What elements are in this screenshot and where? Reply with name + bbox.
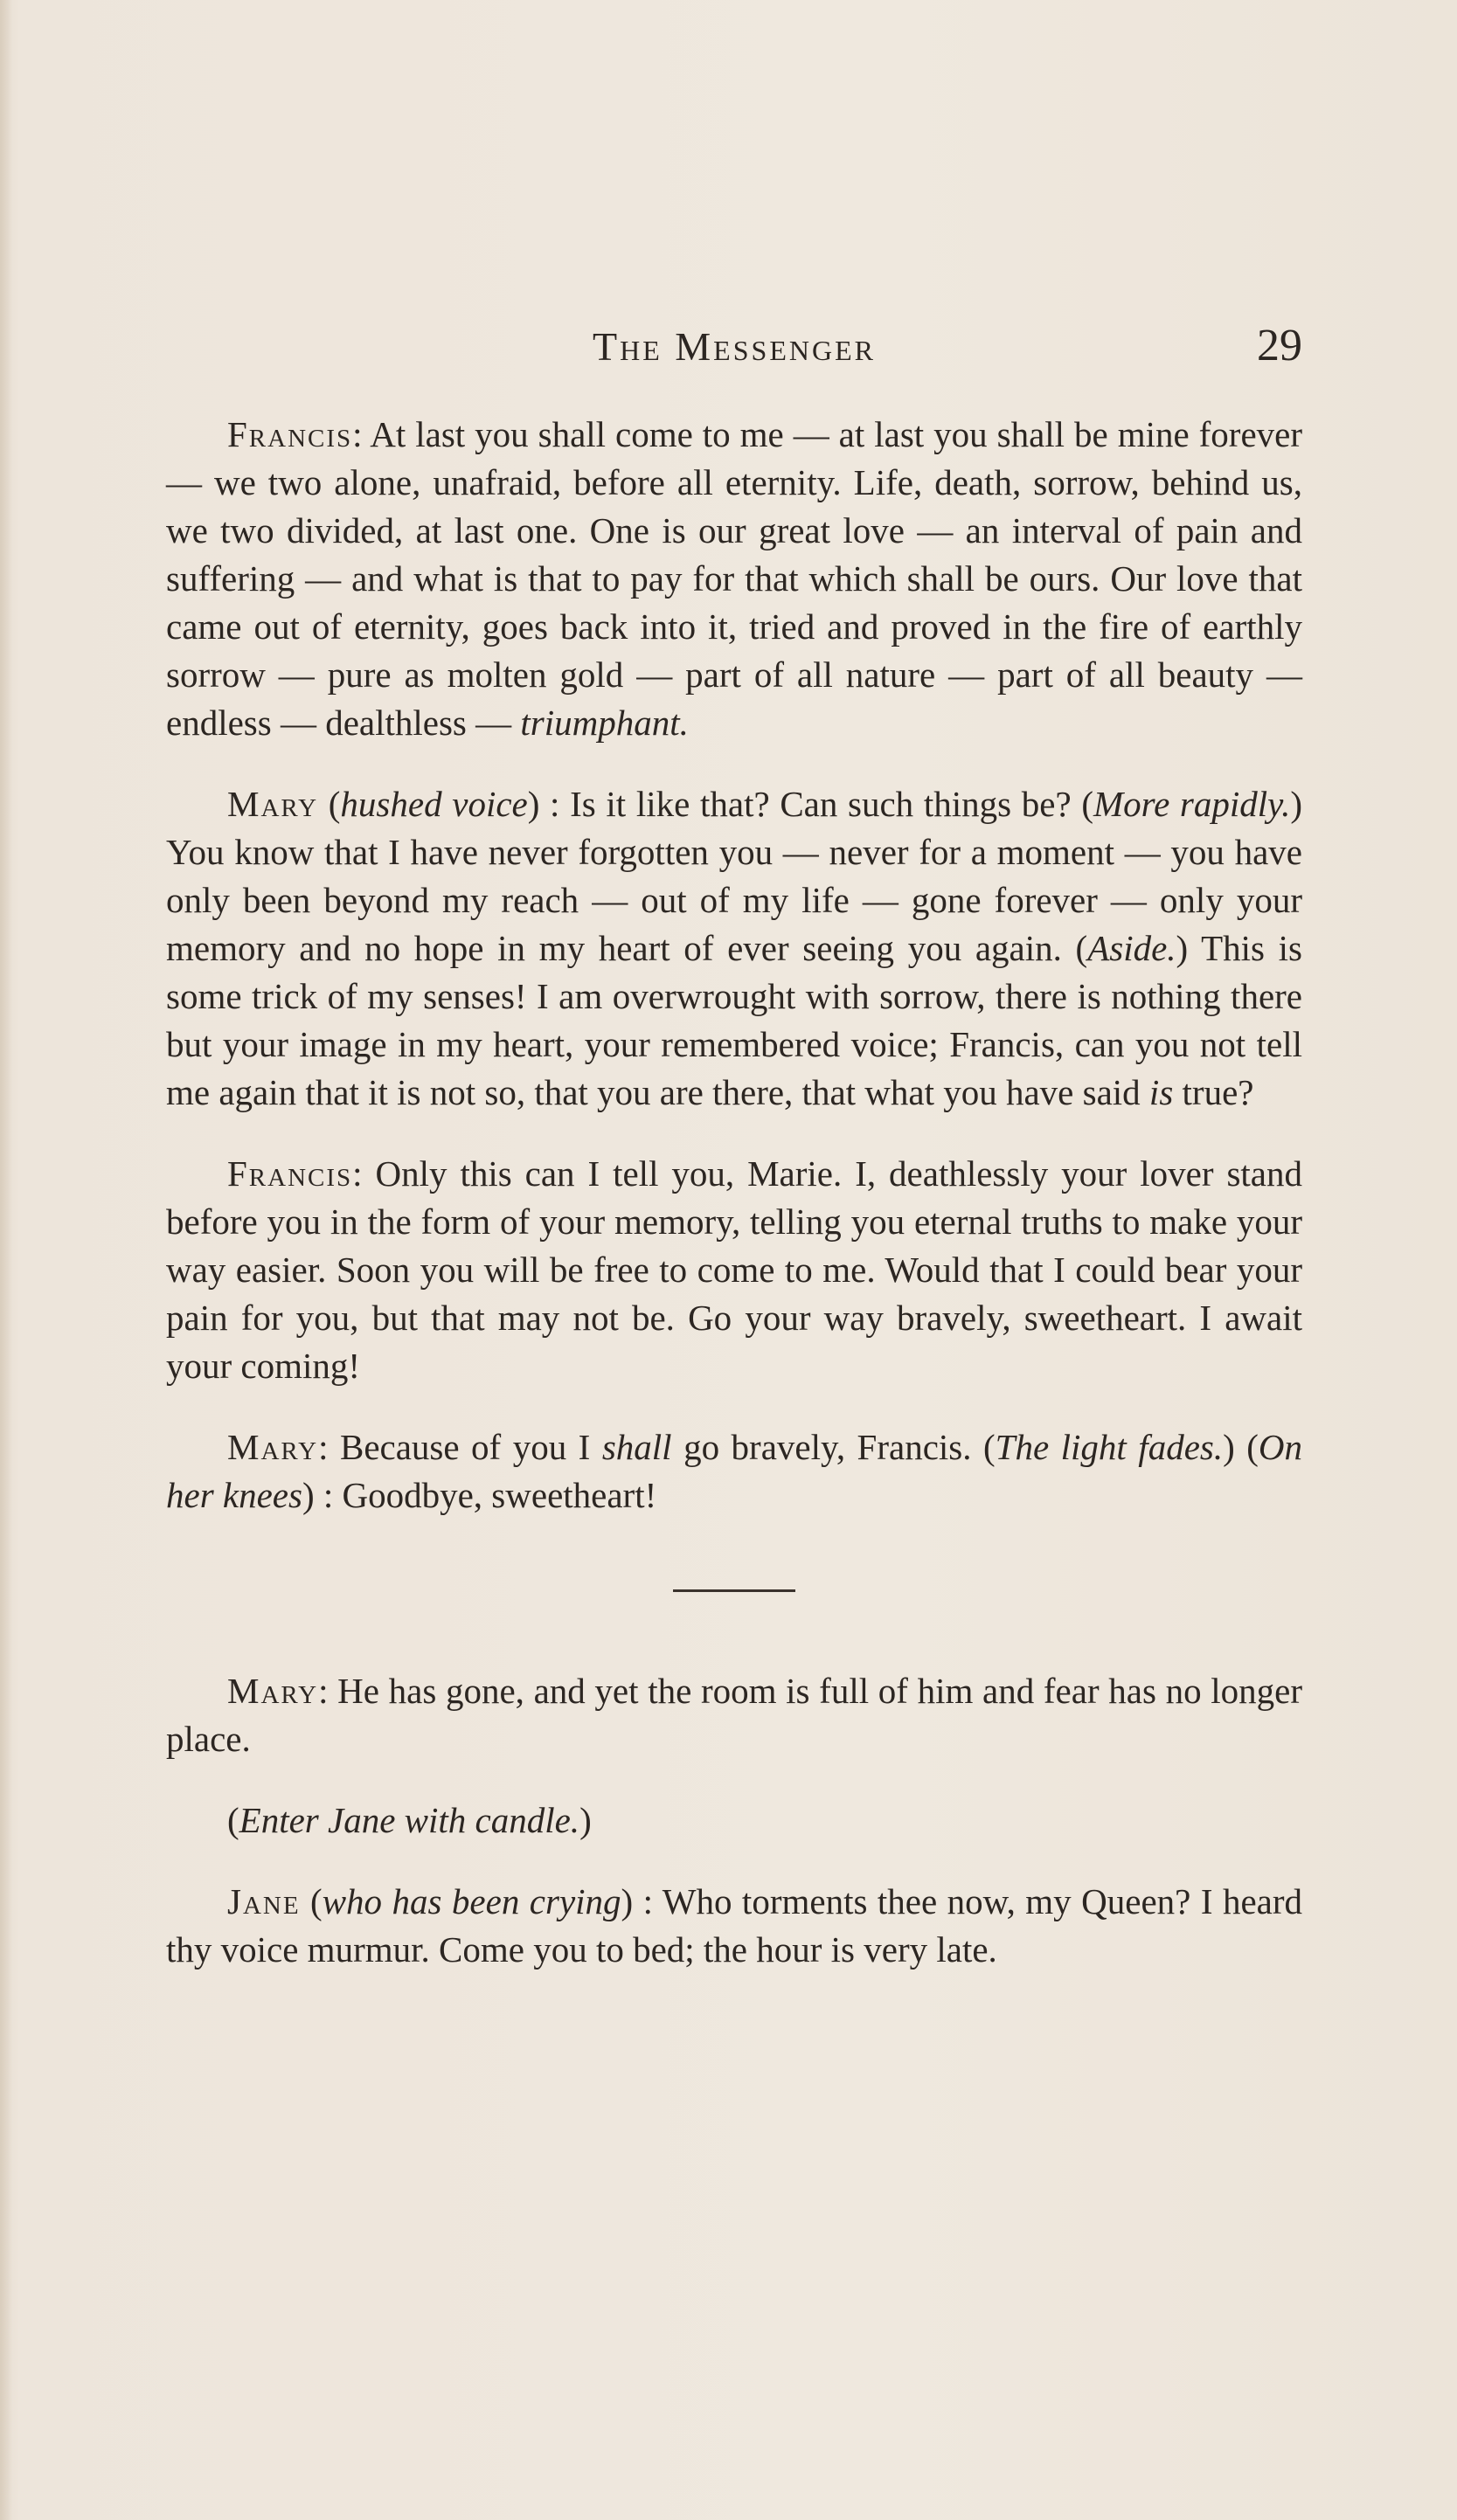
italic-text: triumphant. bbox=[520, 703, 689, 743]
paragraph-francis-2: Francis: Only this can I tell you, Marie. I, deathlessly your lover stand before you in the form of your memory, telling you eternal truths to make your way easier. Soon you will be free to come to me. Would that I could bear your pain for you, but that may not be. Go your way bravely, sweetheart. I await your coming! bbox=[166, 1153, 1302, 1386]
stage-direction: On her knees bbox=[166, 1427, 1302, 1515]
stage-direction-paragraph: (Enter Jane with candle.) bbox=[227, 1800, 592, 1840]
emphasis: is bbox=[1148, 1072, 1174, 1112]
running-head bbox=[166, 323, 1302, 384]
speaker-name: Mary bbox=[227, 1427, 319, 1467]
paragraph-mary-1: Mary (hushed voice) : Is it like that? Can such things be? (More rapidly.) You know that I have never forgotten you — never for a moment — you have only been beyond my reach — out of my life — gone forever — only your memory and no hope in my heart of ever seeing you again. (Aside.) This is some trick of my senses! I am overwrought with sorrow, there is nothing there but your image in my heart, your remembered voice; Francis, can you not tell me again that it is not so, that you are there, that what you have said is true? bbox=[166, 784, 1303, 1112]
speaker-name: Francis bbox=[227, 414, 353, 454]
emphasis: shall bbox=[601, 1427, 672, 1467]
stage-direction: More rapidly. bbox=[1093, 784, 1291, 824]
paragraph-jane-1: Jane (who has been crying) : Who torments thee now, my Queen? I heard thy voice murmur. Come you to bed; the hour is very late. bbox=[166, 1881, 1302, 1970]
stage-direction: who has been crying bbox=[322, 1881, 621, 1921]
stage-direction: Enter Jane with candle. bbox=[239, 1800, 580, 1840]
page-gutter-shadow bbox=[0, 0, 12, 2520]
stage-direction: Aside. bbox=[1087, 928, 1176, 968]
stage-direction: The light fades. bbox=[995, 1427, 1224, 1467]
speaker-name: Mary bbox=[227, 1671, 319, 1711]
speaker-name: Francis bbox=[227, 1153, 353, 1194]
speaker-name: Mary bbox=[227, 784, 319, 824]
speaker-name: Jane bbox=[227, 1881, 301, 1921]
main-text bbox=[166, 411, 1302, 1974]
page-number: 29 bbox=[1257, 321, 1302, 370]
paragraph-mary-3: Mary: He has gone, and yet the room is full of him and fear has no longer place. bbox=[166, 1671, 1302, 1759]
section-divider bbox=[673, 1589, 795, 1592]
running-title: The Messenger bbox=[593, 324, 876, 369]
stage-direction: hushed voice bbox=[340, 784, 528, 824]
paragraph-mary-2: Mary: Because of you I shall go bravely, Francis. (The light fades.) (On her knees) : Goodbye, sweetheart! bbox=[166, 1427, 1302, 1515]
paragraph-francis-1: Francis: At last you shall come to me — at last you shall be mine forever — we two alone, unafraid, before all eternity. Life, death, sorrow, behind us, we two divided, at last one. One is our great love — an interval of pain and suffering — and what is that to pay for that which shall be ours. Our love that came out of eternity, goes back into it, tried and proved in the fire of earthly sorrow — pure as molten gold — part of all nature — part of all beauty — endless — dealthless — triumphant. bbox=[166, 414, 1302, 743]
